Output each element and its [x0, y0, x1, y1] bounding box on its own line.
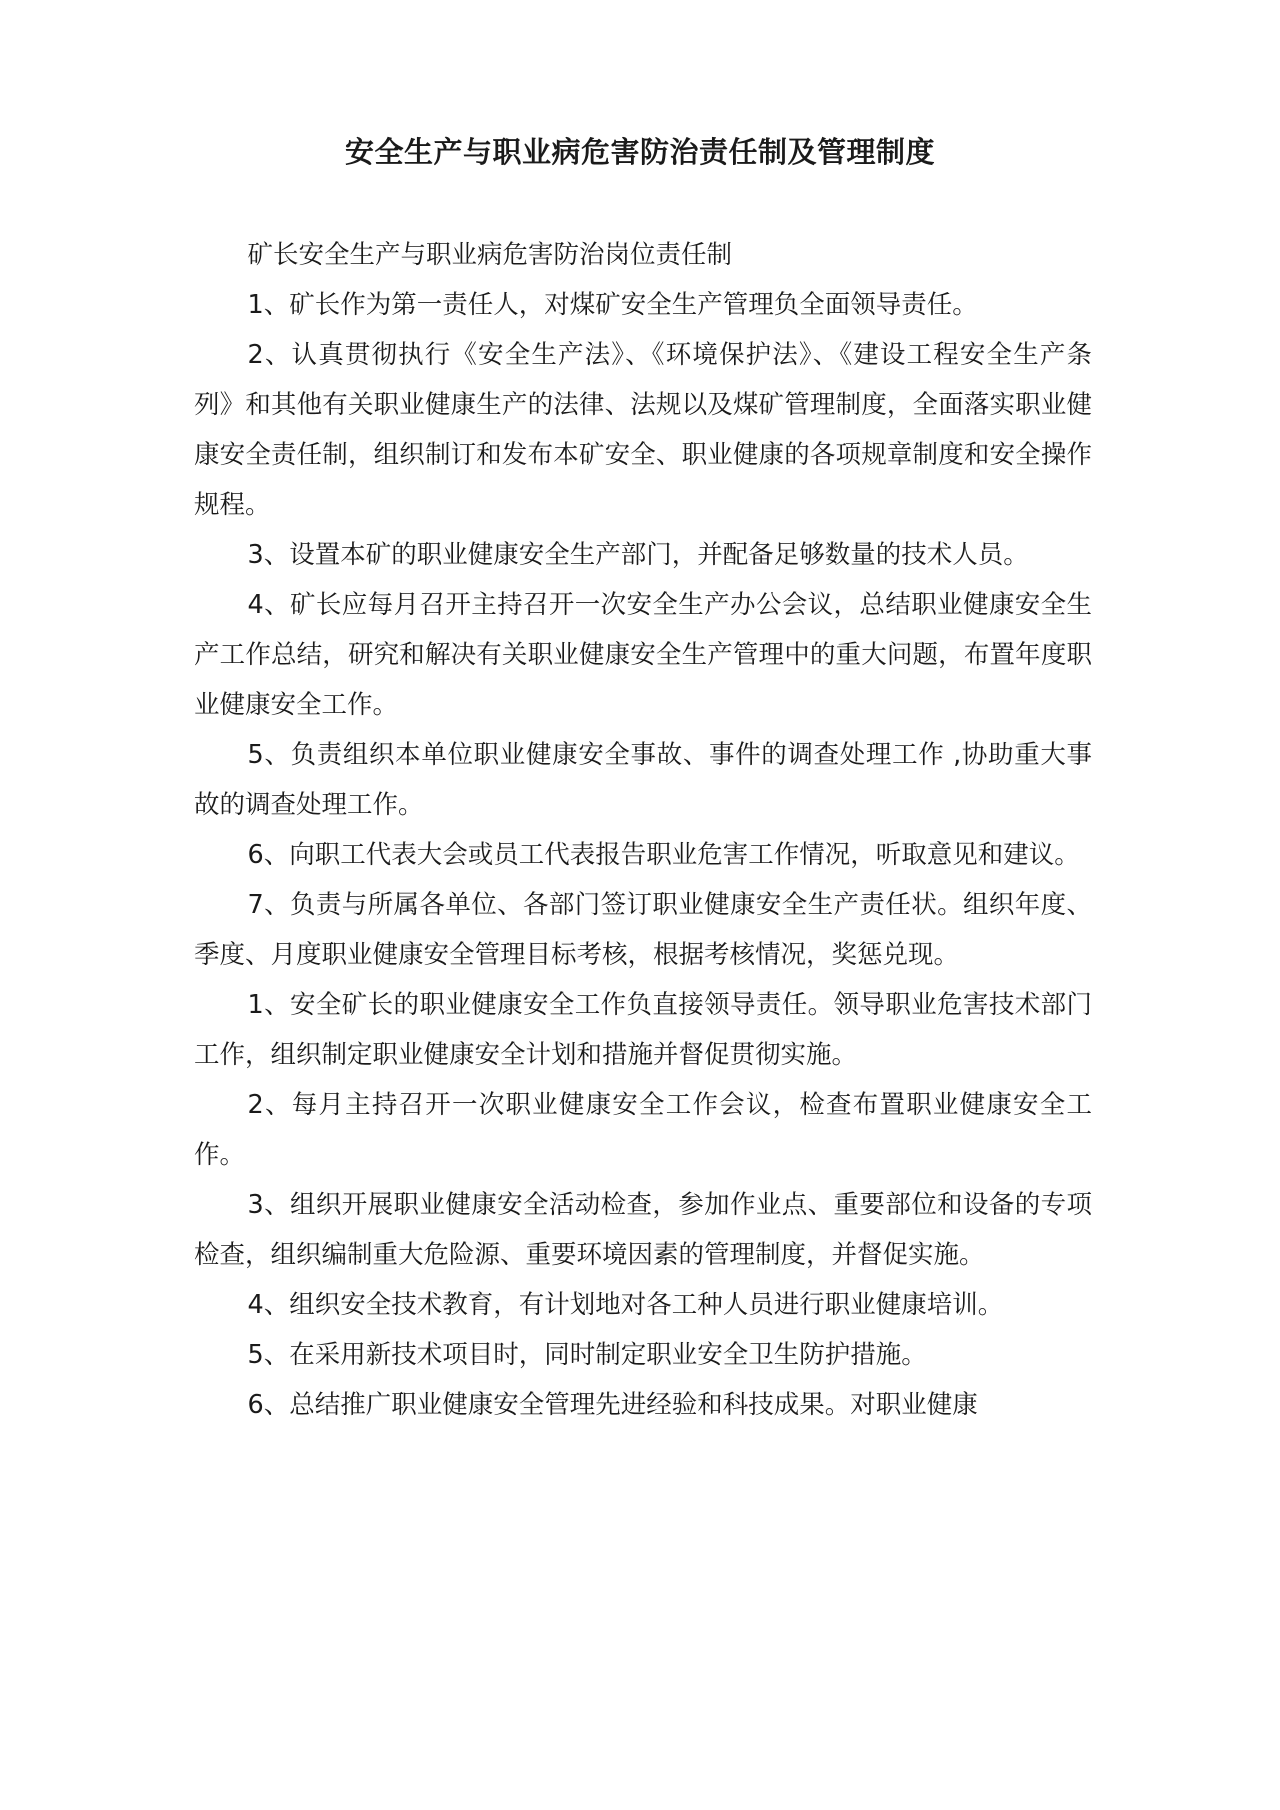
paragraph: 5、在采用新技术项目时，同时制定职业安全卫生防护措施。 — [247, 1340, 927, 1370]
section-heading: 矿长安全生产与职业病危害防治岗位责任制 — [247, 240, 733, 270]
paragraph: 7、负责与所属各单位、各部门签订职业健康安全生产责任状。组织年度、季度、月度职业健康安全管理目标考核，根据考核情况，奖惩兑现。 — [194, 890, 1092, 970]
paragraph: 2、每月主持召开一次职业健康安全工作会议，检查布置职业健康安全工作。 — [194, 1090, 1092, 1170]
paragraph: 2、认真贯彻执行《安全生产法》、《环境保护法》、《建设工程安全生产条列》和其他有关职业健康生产的法律、法规以及煤矿管理制度，全面落实职业健康安全责任制，组织制订和发布本矿安全、职业健康的各项规章制度和安全操作规程。 — [194, 340, 1092, 520]
paragraph: 6、向职工代表大会或员工代表报告职业危害工作情况，听取意见和建议。 — [247, 840, 1080, 870]
paragraph: 4、组织安全技术教育，有计划地对各工种人员进行职业健康培训。 — [247, 1290, 1004, 1320]
paragraph: 1、矿长作为第一责任人，对煤矿安全生产管理负全面领导责任。 — [247, 290, 978, 320]
paragraph: 5、负责组织本单位职业健康安全事故、事件的调查处理工作 ,协助重大事故的调查处理工作。 — [194, 740, 1092, 820]
paragraph: 4、矿长应每月召开主持召开一次安全生产办公会议，总结职业健康安全生产工作总结，研究和解决有关职业健康安全生产管理中的重大问题，布置年度职业健康安全工作。 — [194, 590, 1092, 720]
paragraph: 1、安全矿长的职业健康安全工作负直接领导责任。领导职业危害技术部门工作，组织制定职业健康安全计划和措施并督促贯彻实施。 — [194, 990, 1092, 1070]
document-title: 安全生产与职业病危害防治责任制及管理制度 — [344, 135, 935, 169]
paragraph: 6、总结推广职业健康安全管理先进经验和科技成果。对职业健康 — [247, 1390, 978, 1420]
paragraph: 3、设置本矿的职业健康安全生产部门，并配备足够数量的技术人员。 — [247, 540, 1029, 570]
document-body — [194, 230, 1092, 1430]
paragraph: 3、组织开展职业健康安全活动检查，参加作业点、重要部位和设备的专项检查，组织编制重大危险源、重要环境因素的管理制度，并督促实施。 — [194, 1190, 1092, 1270]
